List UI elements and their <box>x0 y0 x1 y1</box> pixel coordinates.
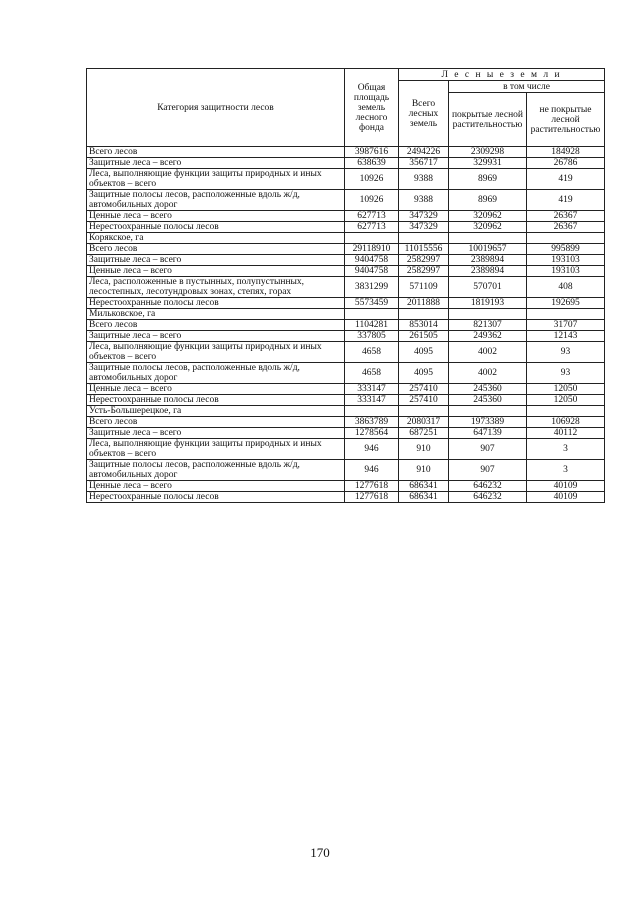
table-row <box>87 331 605 342</box>
value-cell: 3831299 <box>345 277 399 298</box>
value-cell: 106928 <box>527 417 605 428</box>
value-cell: 10926 <box>345 190 399 211</box>
header-forest-lands: Л е с н ы е з е м л и <box>399 69 605 81</box>
section-row <box>87 309 605 320</box>
value-cell: 8969 <box>449 190 527 211</box>
value-cell: 320962 <box>449 222 527 233</box>
table-row <box>87 298 605 309</box>
table-body <box>87 147 605 503</box>
table-row <box>87 320 605 331</box>
empty-cell <box>399 233 449 244</box>
value-cell: 910 <box>399 460 449 481</box>
header-including: в том числе <box>449 81 605 93</box>
table-row <box>87 384 605 395</box>
category-cell: Защитные леса – всего <box>87 158 345 169</box>
value-cell: 4658 <box>345 342 399 363</box>
category-cell: Леса, выполняющие функции защиты природных и иных объектов – всего <box>87 342 345 363</box>
category-cell: Ценные леса – всего <box>87 211 345 222</box>
table-row <box>87 158 605 169</box>
value-cell: 10019657 <box>449 244 527 255</box>
value-cell: 8969 <box>449 169 527 190</box>
value-cell: 12050 <box>527 395 605 406</box>
value-cell: 2080317 <box>399 417 449 428</box>
category-cell: Защитные леса – всего <box>87 428 345 439</box>
value-cell: 356717 <box>399 158 449 169</box>
table-row <box>87 417 605 428</box>
value-cell: 12050 <box>527 384 605 395</box>
value-cell: 31707 <box>527 320 605 331</box>
value-cell: 2011888 <box>399 298 449 309</box>
value-cell: 26786 <box>527 158 605 169</box>
category-cell: Всего лесов <box>87 320 345 331</box>
value-cell: 347329 <box>399 222 449 233</box>
empty-cell <box>527 406 605 417</box>
value-cell: 29118910 <box>345 244 399 255</box>
section-row <box>87 406 605 417</box>
value-cell: 821307 <box>449 320 527 331</box>
empty-cell <box>399 309 449 320</box>
table-header <box>87 69 605 147</box>
table-row <box>87 244 605 255</box>
value-cell: 2389894 <box>449 255 527 266</box>
value-cell: 907 <box>449 439 527 460</box>
value-cell: 245360 <box>449 395 527 406</box>
value-cell: 408 <box>527 277 605 298</box>
value-cell: 2582997 <box>399 255 449 266</box>
value-cell: 4095 <box>399 342 449 363</box>
value-cell: 40109 <box>527 481 605 492</box>
value-cell: 853014 <box>399 320 449 331</box>
value-cell: 946 <box>345 460 399 481</box>
value-cell: 627713 <box>345 222 399 233</box>
value-cell: 93 <box>527 342 605 363</box>
empty-cell <box>449 233 527 244</box>
value-cell: 9388 <box>399 190 449 211</box>
value-cell: 329931 <box>449 158 527 169</box>
empty-cell <box>345 233 399 244</box>
value-cell: 40109 <box>527 492 605 503</box>
section-label: Усть-Большерецкое, га <box>87 406 345 417</box>
category-cell: Нерестоохранные полосы лесов <box>87 395 345 406</box>
table-row <box>87 190 605 211</box>
empty-cell <box>449 406 527 417</box>
category-cell: Нерестоохранные полосы лесов <box>87 298 345 309</box>
category-cell: Защитные полосы лесов, расположенные вдоль ж/д, автомобильных дорог <box>87 460 345 481</box>
value-cell: 4002 <box>449 342 527 363</box>
value-cell: 193103 <box>527 255 605 266</box>
value-cell: 184928 <box>527 147 605 158</box>
value-cell: 3 <box>527 439 605 460</box>
value-cell: 2494226 <box>399 147 449 158</box>
value-cell: 647139 <box>449 428 527 439</box>
table-row <box>87 342 605 363</box>
value-cell: 333147 <box>345 395 399 406</box>
value-cell: 9404758 <box>345 266 399 277</box>
empty-cell <box>527 233 605 244</box>
table-row <box>87 363 605 384</box>
value-cell: 193103 <box>527 266 605 277</box>
category-cell: Всего лесов <box>87 244 345 255</box>
category-cell: Леса, выполняющие функции защиты природных и иных объектов – всего <box>87 439 345 460</box>
value-cell: 646232 <box>449 481 527 492</box>
category-cell: Нерестоохранные полосы лесов <box>87 222 345 233</box>
category-cell: Защитные леса – всего <box>87 331 345 342</box>
category-cell: Защитные полосы лесов, расположенные вдоль ж/д, автомобильных дорог <box>87 363 345 384</box>
category-cell: Нерестоохранные полосы лесов <box>87 492 345 503</box>
header-forest-total: Всего лесных земель <box>399 81 449 147</box>
empty-cell <box>399 406 449 417</box>
value-cell: 1104281 <box>345 320 399 331</box>
value-cell: 1973389 <box>449 417 527 428</box>
table-row <box>87 266 605 277</box>
value-cell: 1278564 <box>345 428 399 439</box>
empty-cell <box>449 309 527 320</box>
category-cell: Леса, выполняющие функции защиты природных и иных объектов – всего <box>87 169 345 190</box>
category-cell: Защитные полосы лесов, расположенные вдоль ж/д, автомобильных дорог <box>87 190 345 211</box>
value-cell: 946 <box>345 439 399 460</box>
forest-lands-table <box>86 68 605 503</box>
value-cell: 26367 <box>527 211 605 222</box>
category-cell: Ценные леса – всего <box>87 266 345 277</box>
value-cell: 4658 <box>345 363 399 384</box>
page-number: 170 <box>310 845 330 860</box>
empty-cell <box>345 309 399 320</box>
value-cell: 910 <box>399 439 449 460</box>
table-row <box>87 492 605 503</box>
category-cell: Всего лесов <box>87 147 345 158</box>
value-cell: 3863789 <box>345 417 399 428</box>
header-covered: покрытые лесной растительностью <box>449 93 527 147</box>
value-cell: 261505 <box>399 331 449 342</box>
value-cell: 93 <box>527 363 605 384</box>
value-cell: 1819193 <box>449 298 527 309</box>
category-cell: Всего лесов <box>87 417 345 428</box>
value-cell: 4095 <box>399 363 449 384</box>
header-category: Категория защитности лесов <box>87 69 345 147</box>
empty-cell <box>345 406 399 417</box>
value-cell: 995899 <box>527 244 605 255</box>
table-row <box>87 428 605 439</box>
value-cell: 419 <box>527 190 605 211</box>
value-cell: 638639 <box>345 158 399 169</box>
value-cell: 245360 <box>449 384 527 395</box>
header-total-area: Общая площадь земель лесного фонда <box>345 69 399 147</box>
value-cell: 320962 <box>449 211 527 222</box>
value-cell: 347329 <box>399 211 449 222</box>
value-cell: 2582997 <box>399 266 449 277</box>
value-cell: 907 <box>449 460 527 481</box>
table-row <box>87 277 605 298</box>
value-cell: 686341 <box>399 481 449 492</box>
value-cell: 257410 <box>399 384 449 395</box>
section-label: Корякское, га <box>87 233 345 244</box>
section-row <box>87 233 605 244</box>
table-row <box>87 395 605 406</box>
category-cell: Ценные леса – всего <box>87 384 345 395</box>
category-cell: Ценные леса – всего <box>87 481 345 492</box>
value-cell: 337805 <box>345 331 399 342</box>
value-cell: 3 <box>527 460 605 481</box>
empty-cell <box>527 309 605 320</box>
value-cell: 627713 <box>345 211 399 222</box>
value-cell: 2389894 <box>449 266 527 277</box>
table-row <box>87 222 605 233</box>
value-cell: 192695 <box>527 298 605 309</box>
table-row <box>87 460 605 481</box>
value-cell: 12143 <box>527 331 605 342</box>
value-cell: 9388 <box>399 169 449 190</box>
value-cell: 40112 <box>527 428 605 439</box>
value-cell: 687251 <box>399 428 449 439</box>
value-cell: 10926 <box>345 169 399 190</box>
value-cell: 2309298 <box>449 147 527 158</box>
value-cell: 686341 <box>399 492 449 503</box>
value-cell: 4002 <box>449 363 527 384</box>
value-cell: 333147 <box>345 384 399 395</box>
category-cell: Защитные леса – всего <box>87 255 345 266</box>
section-label: Мильковское, га <box>87 309 345 320</box>
table-row <box>87 169 605 190</box>
value-cell: 3987616 <box>345 147 399 158</box>
header-not-covered: не покрытые лесной растительностью <box>527 93 605 147</box>
value-cell: 571109 <box>399 277 449 298</box>
value-cell: 26367 <box>527 222 605 233</box>
value-cell: 11015556 <box>399 244 449 255</box>
table-row <box>87 439 605 460</box>
table-row <box>87 255 605 266</box>
category-cell: Леса, расположенные в пустынных, полупустынных, лесостепных, лесотундровых зонах, степях, горах <box>87 277 345 298</box>
value-cell: 9404758 <box>345 255 399 266</box>
value-cell: 646232 <box>449 492 527 503</box>
value-cell: 5573459 <box>345 298 399 309</box>
value-cell: 1277618 <box>345 481 399 492</box>
value-cell: 570701 <box>449 277 527 298</box>
value-cell: 257410 <box>399 395 449 406</box>
table-row <box>87 211 605 222</box>
table-row <box>87 147 605 158</box>
value-cell: 1277618 <box>345 492 399 503</box>
value-cell: 249362 <box>449 331 527 342</box>
value-cell: 419 <box>527 169 605 190</box>
table-row <box>87 481 605 492</box>
